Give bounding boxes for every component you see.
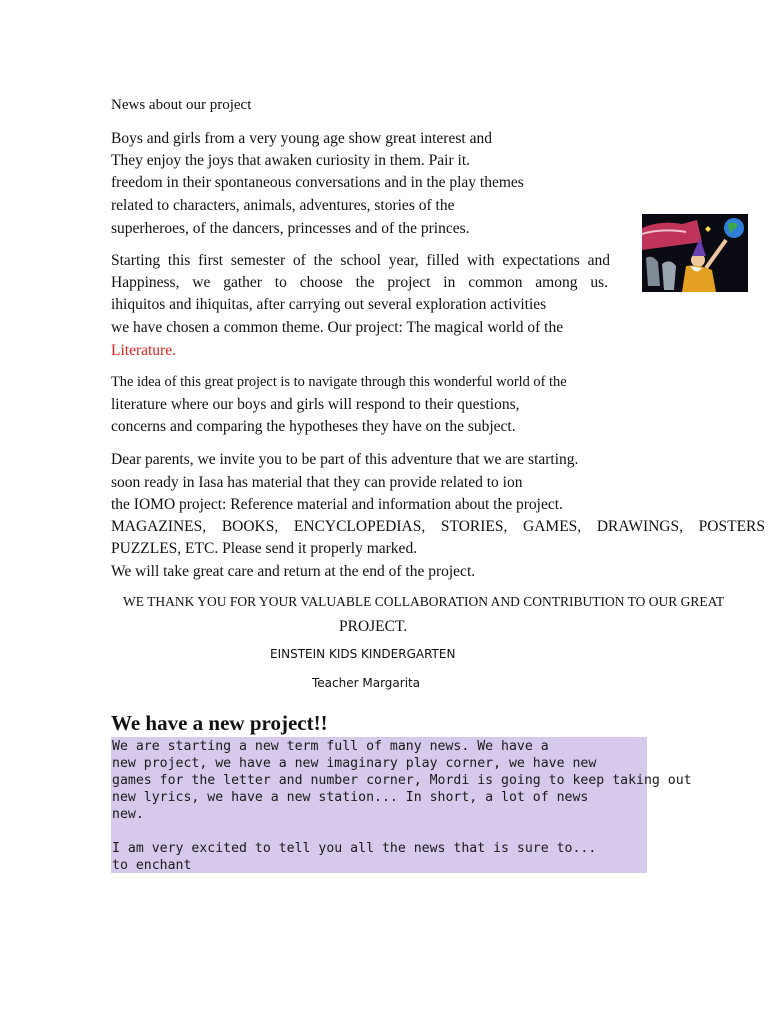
- para4-line-3: the IOMO project: Reference material and information about the project.: [111, 496, 563, 513]
- doc-title: News about our project: [111, 97, 252, 113]
- thanks-line-1: WE THANK YOU FOR YOUR VALUABLE COLLABORATION AND CONTRIBUTION TO OUR GREAT: [123, 594, 725, 609]
- para1-line-4: related to characters, animals, adventures, stories of the: [111, 197, 455, 214]
- box-line-7: I am very excited to tell you all the news that is sure to...: [112, 841, 597, 856]
- para4-line-6: We will take great care and return at the end of the project.: [111, 563, 476, 580]
- box-line-8: to enchant: [112, 858, 192, 873]
- para4-line-2: soon ready in Iasa has material that they can provide related to ion: [111, 474, 523, 491]
- para4-line-4: MAGAZINES, BOOKS, ENCYCLOPEDIAS, STORIES, GAMES, DRAWINGS, POSTERS: [111, 518, 765, 535]
- para1-line-3: freedom in their spontaneous conversations and in the play themes: [111, 174, 524, 191]
- para2-line-3: ihiquitos and ihiquitas, after carrying out several exploration activities: [111, 296, 547, 313]
- wizard-globe-illustration: [642, 214, 748, 292]
- para3-line-2: literature where our boys and girls will respond to their questions,: [111, 396, 520, 413]
- para4-line-1: Dear parents, we invite you to be part of this adventure that we are starting.: [111, 451, 579, 468]
- para3-line-3: concerns and comparing the hypotheses they have on the subject.: [111, 418, 516, 435]
- para1-line-2: They enjoy the joys that awaken curiosity in them. Pair it.: [111, 152, 471, 169]
- box-line-5: new.: [112, 807, 144, 822]
- new-project-heading: We have a new project!!: [111, 711, 328, 735]
- para1-line-5: superheroes, of the dancers, princesses and of the princes.: [111, 220, 470, 237]
- box-line-4: new lyrics, we have a new station... In short, a lot of news: [112, 790, 589, 805]
- para2-line-4: we have chosen a common theme. Our project: The magical world of the: [111, 319, 564, 336]
- para4-line-5: PUZZLES, ETC. Please send it properly marked.: [111, 540, 418, 557]
- school-name: EINSTEIN KIDS KINDERGARTEN: [270, 647, 456, 661]
- para2-line-1: Starting this first semester of the school year, filled with expectations and: [111, 252, 610, 269]
- box-line-1: We are starting a new term full of many news. We have a: [112, 739, 549, 754]
- thanks-line-2: PROJECT.: [339, 618, 408, 635]
- box-line-3: games for the letter and number corner, Mordi is going to keep taking out: [112, 773, 692, 788]
- teacher-name: Teacher Margarita: [312, 676, 421, 690]
- box-line-2: new project, we have a new imaginary play corner, we have new: [112, 756, 597, 771]
- para2-line-2: Happiness, we gather to choose the project in common among us.: [111, 274, 608, 291]
- picture-figure-middle: [662, 261, 676, 290]
- new-project-box: [111, 737, 692, 873]
- para1-line-1: Boys and girls from a very young age show great interest and: [111, 130, 492, 147]
- para3-line-1: The idea of this great project is to navigate through this wonderful world of the: [111, 374, 567, 390]
- para2-line-5-literature: Literature.: [111, 342, 176, 359]
